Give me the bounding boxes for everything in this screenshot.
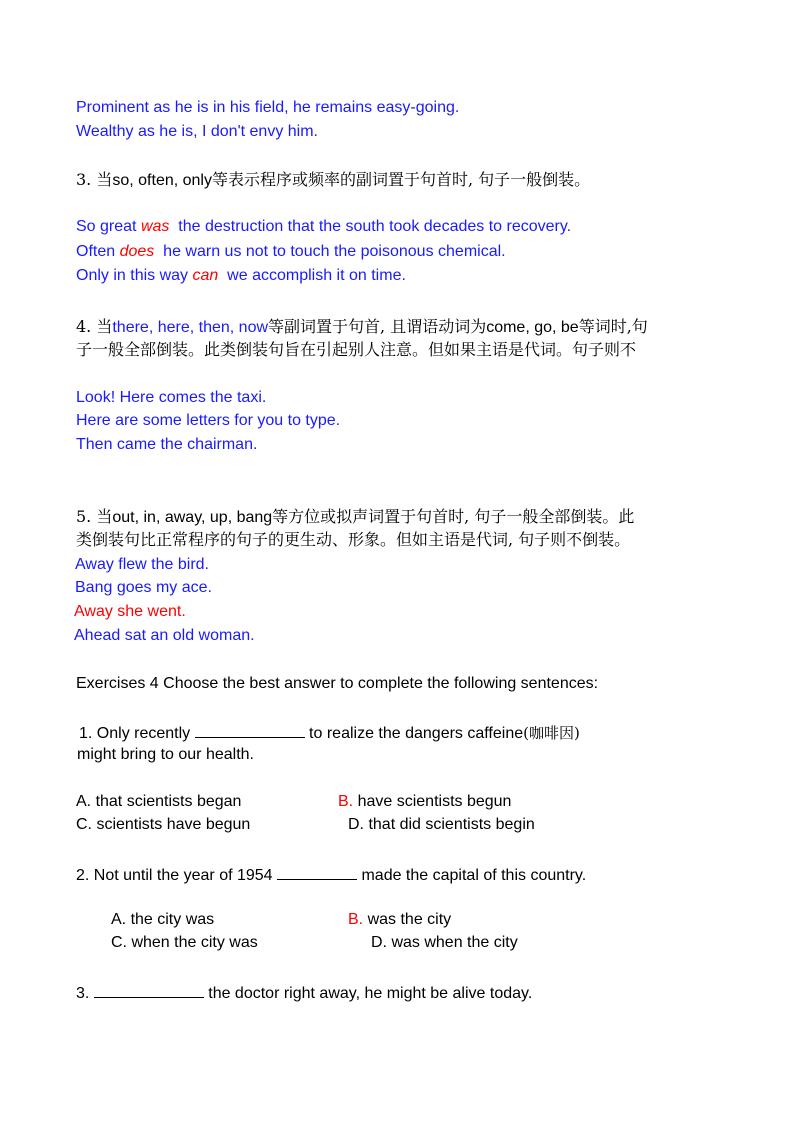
question-text: made the capital of this country. <box>357 867 587 884</box>
question-text: to realize the dangers caffeine <box>304 725 524 742</box>
answer-blank <box>277 863 357 880</box>
rule-keywords: there, here, then, now <box>112 319 269 336</box>
example-sentence <box>76 266 406 286</box>
example-sentence: Then came the chairman. <box>76 436 258 453</box>
sentence-part: the destruction that the south took decades to recovery. <box>169 218 572 235</box>
question-text: 2. Not until the year of 1954 <box>76 867 278 884</box>
rule-text: 等方位或拟声词置于句首时, 句子一般全部倒装。此 <box>272 507 635 526</box>
question-3 <box>76 981 532 1004</box>
example-sentence: Away she went. <box>74 603 186 620</box>
rule-verbs: come, go, be <box>486 319 579 336</box>
question-text: 3. <box>76 985 94 1002</box>
inverted-verb: was <box>140 218 170 235</box>
rule-text-line2: 子一般全部倒装。此类倒装句旨在引起别人注意。但如果主语是代词。句子则不 <box>76 340 637 359</box>
option-d: D. that did scientists begin <box>348 816 535 833</box>
example-sentence: Ahead sat an old woman. <box>74 627 255 644</box>
rule-number: 4. 当 <box>76 317 113 336</box>
sentence-part: So great <box>76 218 141 235</box>
option-b <box>338 792 511 812</box>
rule-number: 3. 当 <box>76 170 113 189</box>
option-text: have scientists begun <box>353 793 512 810</box>
rule-5 <box>76 507 634 528</box>
question-1-line2: might bring to our health. <box>77 746 254 763</box>
exercise-title: Exercises 4 Choose the best answer to complete the following sentences: <box>76 675 599 692</box>
rule-text: 等词时,句 <box>578 317 648 336</box>
chinese-gloss: (咖啡因) <box>523 724 580 742</box>
correct-answer-letter: B. <box>338 793 354 810</box>
answer-blank <box>195 721 305 738</box>
example-sentence <box>76 217 571 237</box>
inverted-verb: can <box>192 267 219 284</box>
example-sentence: Here are some letters for you to type. <box>76 412 341 429</box>
option-b <box>348 910 451 930</box>
example-sentence: Bang goes my ace. <box>75 579 212 596</box>
question-text: the doctor right away, he might be alive today. <box>203 985 533 1002</box>
rule-keywords: so, often, only <box>112 172 212 189</box>
option-a: A. the city was <box>111 911 215 928</box>
rule-text: 等副词置于句首, 且谓语动词为 <box>268 317 487 336</box>
rule-3 <box>76 170 590 191</box>
example-sentence: Away flew the bird. <box>75 556 209 573</box>
question-1 <box>79 721 580 744</box>
option-c: C. scientists have begun <box>76 816 251 833</box>
sentence-part: Only in this way <box>76 267 193 284</box>
rule-text-line2: 类倒装句比正常程序的句子的更生动、形象。但如主语是代词, 句子则不倒装。 <box>76 530 631 549</box>
correct-answer-letter: B. <box>348 911 364 928</box>
rule-keywords: out, in, away, up, bang <box>112 509 273 526</box>
option-text: was the city <box>363 911 452 928</box>
option-a: A. that scientists began <box>76 793 242 810</box>
example-sentence: Prominent as he is in his field, he remains easy-going. <box>76 99 460 116</box>
example-sentence: Wealthy as he is, I don't envy him. <box>76 123 318 140</box>
sentence-part: he warn us not to touch the poisonous chemical. <box>154 243 506 260</box>
example-sentence <box>76 242 506 262</box>
sentence-part: we accomplish it on time. <box>218 267 406 284</box>
sentence-part: Often <box>76 243 120 260</box>
question-text: 1. Only recently <box>79 725 195 742</box>
rule-text: 等表示程序或频率的副词置于句首时, 句子一般倒装。 <box>211 170 591 189</box>
answer-blank <box>94 981 204 998</box>
rule-4 <box>76 317 648 338</box>
inverted-verb: does <box>119 243 155 260</box>
question-2 <box>76 863 586 886</box>
option-c: C. when the city was <box>111 934 258 951</box>
option-d: D. was when the city <box>371 934 518 951</box>
example-sentence: Look! Here comes the taxi. <box>76 389 267 406</box>
rule-number: 5. 当 <box>76 507 113 526</box>
